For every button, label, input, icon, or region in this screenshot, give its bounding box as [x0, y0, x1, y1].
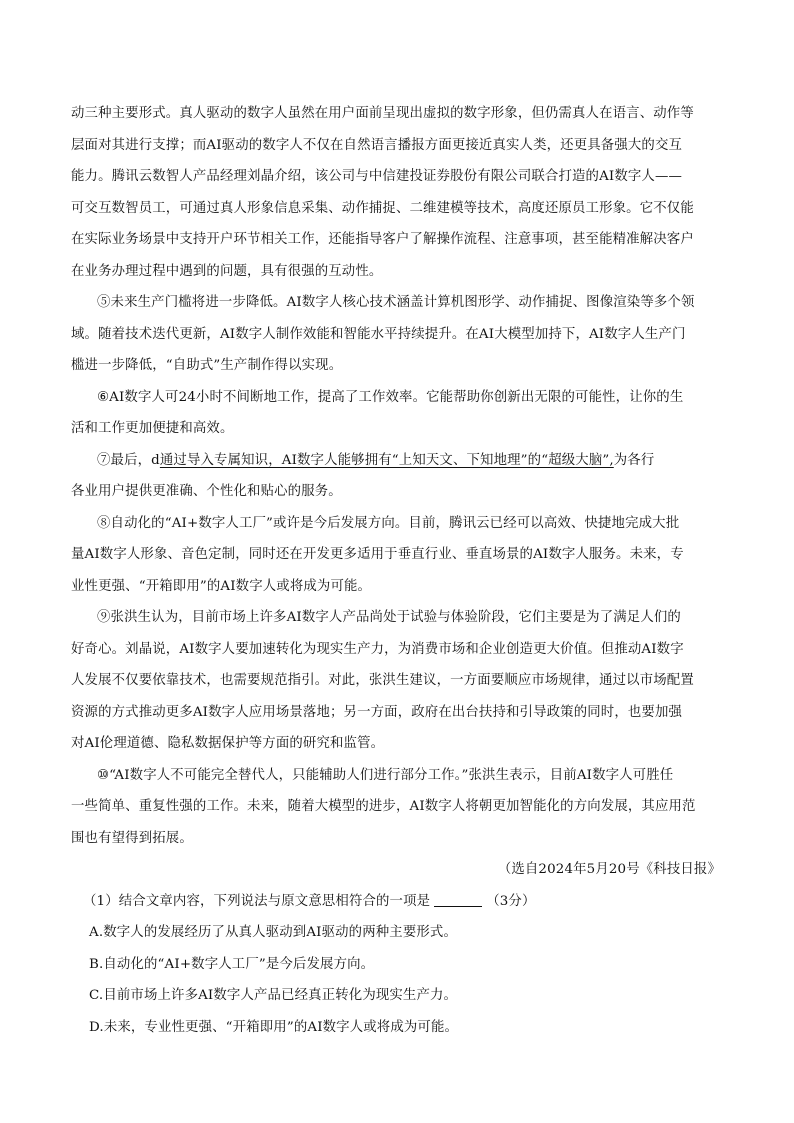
answer-blank[interactable] [434, 892, 482, 907]
text-line: 对AI伦理道德、隐私数据保护等方面的研究和监管。 [71, 736, 385, 751]
paragraph-9 [71, 602, 721, 760]
text-line: 可交互数智员工，可通过真人形象信息采集、动作捕捉、二维建模等技术，高度还原员工形象。它不仅能 [71, 200, 694, 216]
text-line: 人发展不仅要依靠技术，也需要规范指引。对此，张洪生建议，一方面要顺应市场规律，通过以市场配置 [71, 673, 694, 688]
option-b[interactable]: B.自动化的“AI+数字人工厂”是今后发展方向。 [89, 956, 375, 972]
underlined-sentence: 通过导入专属知识，AI数字人能够拥有“上知天文、下知地理”的“超级大脑”, [159, 452, 614, 468]
paragraph-10 [71, 760, 721, 855]
text-line: 在实际业务场景中支持开户环节相关工作，还能指导客户了解操作流程、注意事项，甚至能精准解决客户 [71, 232, 694, 247]
text-line: ⑥AI数字人可24小时不间断地工作，提高了工作效率。它能帮助你创新出无限的可能性，让你的生 [97, 389, 684, 405]
text-line: 一些简单、重复性强的工作。未来，随着大模型的进步，AI数字人将朝更加智能化的方向发展，其应用范 [71, 799, 696, 814]
paragraph-8 [71, 508, 721, 603]
paragraph-7-suffix: 为各行 [613, 452, 655, 468]
text-line: 资源的方式推动更多AI数字人应用场景落地；另一方面，政府在出台扶持和引导政策的同时，也要加强 [71, 704, 683, 720]
text-line: ⑩“AI数字人不可能完全替代人，只能辅助人们进行部分工作。”张洪生表示，目前AI数字人可胜任 [97, 767, 674, 783]
question-stem-text: （1）结合文章内容，下列说法与原文意思相符合的一项是 [83, 893, 431, 909]
text-line: 能力。腾讯云数智人产品经理刘晶介绍，该公司与中信建投证券股份有限公司联合打造的AI数字人—— [71, 169, 683, 184]
text-line: 好奇心。刘晶说，AI数字人要加速转化为现实生产力，为消费市场和企业创造更大价值。但推动AI数字 [71, 641, 684, 657]
text-line: 业性更强、“开箱即用”的AI数字人或将成为可能。 [71, 578, 372, 594]
question-score: （3分） [486, 893, 536, 909]
text-line: 量AI数字人形象、音色定制，同时还在开发更多适用于垂直行业、垂直场景的AI数字人服务。未来，专 [71, 547, 684, 562]
question-stem [71, 886, 721, 918]
text-line: 动三种主要形式。真人驱动的数字人虽然在用户面前呈现出虚拟的数字形象，但仍需真人在语言、动作等 [71, 106, 694, 121]
paragraph-6 [71, 382, 721, 445]
text-line: ⑨张洪生认为，目前市场上许多AI数字人产品尚处于试验与体验阶段，它们主要是为了满足人们的 [97, 610, 681, 625]
paragraph-7-prefix: ⑦最后，d [97, 452, 160, 468]
article-source: （选自2024年5月20号《科技日报》 [497, 862, 721, 877]
paragraph-7 [71, 445, 721, 508]
text-line: 活和工作更加便捷和高效。 [71, 421, 234, 436]
text-line: 槛进一步降低，“自助式”生产制作得以实现。 [71, 358, 343, 373]
text-line: 围也有望得到拓展。 [71, 830, 193, 846]
text-line: 层面对其进行支撑；而AI驱动的数字人不仅在自然语言播报方面更接近真实人类，还更具备强大的交互 [71, 137, 683, 153]
text-line: 在业务办理过程中遇到的问题，具有很强的互动性。 [71, 263, 383, 279]
option-d[interactable]: D.未来，专业性更强、“开箱即用”的AI数字人或将成为可能。 [89, 1019, 459, 1035]
paragraph-4-continued [71, 98, 721, 287]
text-line: ⑤未来生产门槛将进一步降低。AI数字人核心技术涵盖计算机图形学、动作捕捉、图像渲染等多个领 [97, 295, 695, 310]
option-a[interactable]: A.数字人的发展经历了从真人驱动到AI驱动的两种主要形式。 [89, 925, 458, 940]
option-c[interactable]: C.目前市场上许多AI数字人产品已经真正转化为现实生产力。 [89, 988, 458, 1003]
question-1 [71, 886, 721, 1044]
text-line: 域。随着技术迭代更新，AI数字人制作效能和智能水平持续提升。在AI大模型加持下，AI数字人生产门 [71, 326, 686, 342]
paragraph-5 [71, 287, 721, 382]
text-line [71, 445, 721, 477]
document-page [71, 98, 721, 1043]
text-line: ⑧自动化的“AI+数字人工厂”或许是今后发展方向。目前，腾讯云已经可以高效、快捷地完成大批 [97, 515, 680, 531]
text-line: 各业用户提供更准确、个性化和贴心的服务。 [71, 484, 342, 499]
